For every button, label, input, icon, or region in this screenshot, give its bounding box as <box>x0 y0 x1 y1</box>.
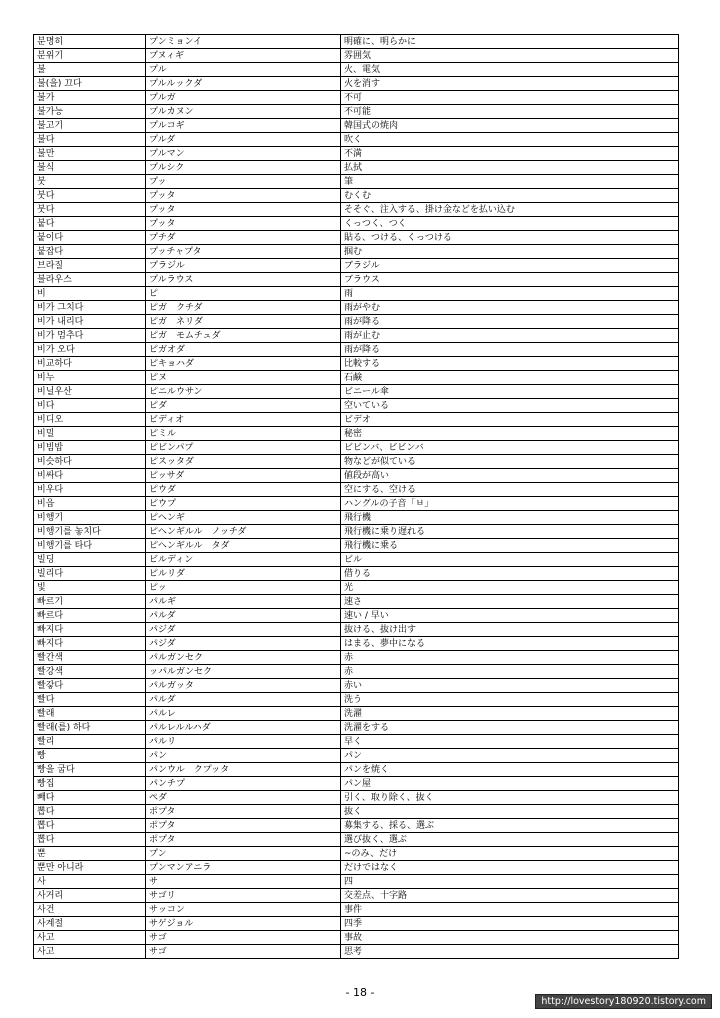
reading-cell: プッタ <box>146 217 341 231</box>
reading-cell: ピウダ <box>146 483 341 497</box>
reading-cell: プルガ <box>146 91 341 105</box>
table-row <box>34 609 679 623</box>
korean-word-cell: 빵 <box>34 749 146 763</box>
meaning-cell: 抜く <box>341 805 679 819</box>
reading-cell: ピ <box>146 287 341 301</box>
meaning-cell: くっつく、つく <box>341 217 679 231</box>
meaning-cell: ビデオ <box>341 413 679 427</box>
korean-word-cell: 빠르다 <box>34 609 146 623</box>
korean-word-cell: 불가능 <box>34 105 146 119</box>
reading-cell: パルダ <box>146 609 341 623</box>
korean-word-cell: 비가 내리다 <box>34 315 146 329</box>
korean-word-cell: 빨래 <box>34 707 146 721</box>
meaning-cell: 値段が高い <box>341 469 679 483</box>
table-row <box>34 385 679 399</box>
table-row <box>34 791 679 805</box>
meaning-cell: パンを焼く <box>341 763 679 777</box>
korean-word-cell: 비누 <box>34 371 146 385</box>
meaning-cell: パン <box>341 749 679 763</box>
table-row <box>34 679 679 693</box>
table-row <box>34 819 679 833</box>
table-row <box>34 483 679 497</box>
reading-cell: プルカヌン <box>146 105 341 119</box>
korean-word-cell: 빨리 <box>34 735 146 749</box>
reading-cell: プルダ <box>146 133 341 147</box>
reading-cell: プチダ <box>146 231 341 245</box>
reading-cell: ピヘンギルル タダ <box>146 539 341 553</box>
reading-cell: プッタ <box>146 203 341 217</box>
korean-word-cell: 뿐 <box>34 847 146 861</box>
meaning-cell: パン屋 <box>341 777 679 791</box>
table-row <box>34 91 679 105</box>
meaning-cell: だけではなく <box>341 861 679 875</box>
reading-cell: プルシク <box>146 161 341 175</box>
korean-word-cell: 분위기 <box>34 49 146 63</box>
korean-word-cell: 비행기를 놓치다 <box>34 525 146 539</box>
reading-cell: サゴ <box>146 945 341 959</box>
korean-word-cell: 비디오 <box>34 413 146 427</box>
meaning-cell: 払拭 <box>341 161 679 175</box>
reading-cell: ピミル <box>146 427 341 441</box>
vocabulary-rows <box>34 35 679 959</box>
table-row <box>34 707 679 721</box>
table-row <box>34 581 679 595</box>
meaning-cell: ブラジル <box>341 259 679 273</box>
reading-cell: プルルックダ <box>146 77 341 91</box>
reading-cell: パルレ <box>146 707 341 721</box>
korean-word-cell: 빛 <box>34 581 146 595</box>
korean-word-cell: 비 <box>34 287 146 301</box>
table-row <box>34 903 679 917</box>
meaning-cell: 選び抜く、選ぶ <box>341 833 679 847</box>
reading-cell: プル <box>146 63 341 77</box>
reading-cell: プルマン <box>146 147 341 161</box>
meaning-cell: 赤 <box>341 651 679 665</box>
meaning-cell: 赤 <box>341 665 679 679</box>
meaning-cell: ビル <box>341 553 679 567</box>
table-row <box>34 189 679 203</box>
table-row <box>34 63 679 77</box>
table-row <box>34 77 679 91</box>
korean-word-cell: 붓다 <box>34 189 146 203</box>
reading-cell: プルラウス <box>146 273 341 287</box>
meaning-cell: 筆 <box>341 175 679 189</box>
korean-word-cell: 불다 <box>34 133 146 147</box>
meaning-cell: 洗濯をする <box>341 721 679 735</box>
meaning-cell: 不可 <box>341 91 679 105</box>
korean-word-cell: 뿐만 아니라 <box>34 861 146 875</box>
meaning-cell: ブラウス <box>341 273 679 287</box>
table-row <box>34 329 679 343</box>
table-row <box>34 511 679 525</box>
reading-cell: ピルリダ <box>146 567 341 581</box>
meaning-cell: 空いている <box>341 399 679 413</box>
reading-cell: ビルディン <box>146 553 341 567</box>
korean-word-cell: 불고기 <box>34 119 146 133</box>
reading-cell: ピニルウサン <box>146 385 341 399</box>
korean-word-cell: 비빔밥 <box>34 441 146 455</box>
reading-cell: プラジル <box>146 259 341 273</box>
reading-cell: ピビンパプ <box>146 441 341 455</box>
korean-word-cell: 붙이다 <box>34 231 146 245</box>
table-row <box>34 469 679 483</box>
meaning-cell: 早く <box>341 735 679 749</box>
reading-cell: ビディオ <box>146 413 341 427</box>
korean-word-cell: 뽑다 <box>34 833 146 847</box>
reading-cell: パルガンセク <box>146 651 341 665</box>
reading-cell: ポプタ <box>146 833 341 847</box>
meaning-cell: 光 <box>341 581 679 595</box>
reading-cell: プッ <box>146 175 341 189</box>
korean-word-cell: 비닐우산 <box>34 385 146 399</box>
meaning-cell: 借りる <box>341 567 679 581</box>
reading-cell: ピウプ <box>146 497 341 511</box>
meaning-cell: 秘密 <box>341 427 679 441</box>
table-row <box>34 343 679 357</box>
korean-word-cell: 불만 <box>34 147 146 161</box>
korean-word-cell: 붙다 <box>34 217 146 231</box>
table-row <box>34 301 679 315</box>
reading-cell: パジダ <box>146 623 341 637</box>
meaning-cell: はまる、夢中になる <box>341 637 679 651</box>
korean-word-cell: 비가 멈추다 <box>34 329 146 343</box>
table-row <box>34 245 679 259</box>
korean-word-cell: 빨다 <box>34 693 146 707</box>
meaning-cell: 思考 <box>341 945 679 959</box>
reading-cell: パンチプ <box>146 777 341 791</box>
table-row <box>34 735 679 749</box>
meaning-cell: 雨が降る <box>341 315 679 329</box>
table-row <box>34 777 679 791</box>
table-row <box>34 371 679 385</box>
korean-word-cell: 빠지다 <box>34 623 146 637</box>
meaning-cell: むくむ <box>341 189 679 203</box>
table-row <box>34 763 679 777</box>
table-row <box>34 637 679 651</box>
table-row <box>34 105 679 119</box>
meaning-cell: 事件 <box>341 903 679 917</box>
korean-word-cell: 뽑다 <box>34 819 146 833</box>
table-row <box>34 161 679 175</box>
page-number: - 18 - <box>345 986 375 999</box>
korean-word-cell: 비밀 <box>34 427 146 441</box>
reading-cell: ッパルガンセク <box>146 665 341 679</box>
meaning-cell: 雨 <box>341 287 679 301</box>
reading-cell: ピヌ <box>146 371 341 385</box>
korean-word-cell: 비교하다 <box>34 357 146 371</box>
korean-word-cell: 사 <box>34 875 146 889</box>
reading-cell: パルギ <box>146 595 341 609</box>
korean-word-cell: 뽑다 <box>34 805 146 819</box>
table-row <box>34 259 679 273</box>
meaning-cell: 洗う <box>341 693 679 707</box>
meaning-cell: 飛行機に乗り遅れる <box>341 525 679 539</box>
table-row <box>34 399 679 413</box>
table-row <box>34 427 679 441</box>
table-row <box>34 651 679 665</box>
reading-cell: サゴ <box>146 931 341 945</box>
korean-word-cell: 불식 <box>34 161 146 175</box>
reading-cell: ピヘンギルル ノッチダ <box>146 525 341 539</box>
reading-cell: パルレルルハダ <box>146 721 341 735</box>
table-row <box>34 847 679 861</box>
korean-word-cell: 비읍 <box>34 497 146 511</box>
meaning-cell: 事故 <box>341 931 679 945</box>
meaning-cell: 速い / 早い <box>341 609 679 623</box>
korean-word-cell: 비가 오다 <box>34 343 146 357</box>
reading-cell: ピガ クチダ <box>146 301 341 315</box>
reading-cell: パルガッタ <box>146 679 341 693</box>
meaning-cell: 雨がやむ <box>341 301 679 315</box>
table-row <box>34 567 679 581</box>
meaning-cell: 火、電気 <box>341 63 679 77</box>
korean-word-cell: 사계절 <box>34 917 146 931</box>
table-row <box>34 525 679 539</box>
meaning-cell: 募集する、採る、選ぶ <box>341 819 679 833</box>
korean-word-cell: 브라질 <box>34 259 146 273</box>
meaning-cell: 交差点、十字路 <box>341 889 679 903</box>
meaning-cell: 石鹸 <box>341 371 679 385</box>
korean-word-cell: 빨래(를) 하다 <box>34 721 146 735</box>
reading-cell: パルリ <box>146 735 341 749</box>
meaning-cell: 火を消す <box>341 77 679 91</box>
meaning-cell: 掴む <box>341 245 679 259</box>
korean-word-cell: 빨강색 <box>34 665 146 679</box>
korean-word-cell: 붓 <box>34 175 146 189</box>
meaning-cell: ビビンバ、ビビンバ <box>341 441 679 455</box>
table-row <box>34 749 679 763</box>
table-row <box>34 931 679 945</box>
reading-cell: ピガ モムチュダ <box>146 329 341 343</box>
reading-cell: ピヘンギ <box>146 511 341 525</box>
reading-cell: ピッサダ <box>146 469 341 483</box>
table-row <box>34 287 679 301</box>
table-row <box>34 693 679 707</box>
korean-word-cell: 빠지다 <box>34 637 146 651</box>
reading-cell: ペダ <box>146 791 341 805</box>
table-row <box>34 945 679 959</box>
table-row <box>34 413 679 427</box>
reading-cell: パンウル クプッタ <box>146 763 341 777</box>
meaning-cell: 赤い <box>341 679 679 693</box>
table-row <box>34 721 679 735</box>
meaning-cell: 雨が降る <box>341 343 679 357</box>
reading-cell: プン <box>146 847 341 861</box>
table-row <box>34 357 679 371</box>
reading-cell: ピッ <box>146 581 341 595</box>
meaning-cell: 韓国式の焼肉 <box>341 119 679 133</box>
meaning-cell: 物などが似ている <box>341 455 679 469</box>
meaning-cell: 抜ける、抜け出す <box>341 623 679 637</box>
meaning-cell: 貼る、つける、くっつける <box>341 231 679 245</box>
meaning-cell: ~のみ、だけ <box>341 847 679 861</box>
reading-cell: プルコギ <box>146 119 341 133</box>
korean-word-cell: 빌딩 <box>34 553 146 567</box>
korean-word-cell: 불가 <box>34 91 146 105</box>
reading-cell: パジダ <box>146 637 341 651</box>
reading-cell: ポプタ <box>146 819 341 833</box>
table-row <box>34 539 679 553</box>
reading-cell: プッタ <box>146 189 341 203</box>
meaning-cell: 四 <box>341 875 679 889</box>
table-row <box>34 455 679 469</box>
table-row <box>34 49 679 63</box>
reading-cell: ピガオダ <box>146 343 341 357</box>
reading-cell: ピキョハダ <box>146 357 341 371</box>
table-row <box>34 175 679 189</box>
korean-word-cell: 빼다 <box>34 791 146 805</box>
meaning-cell: 吹く <box>341 133 679 147</box>
table-row <box>34 133 679 147</box>
korean-word-cell: 사거리 <box>34 889 146 903</box>
korean-word-cell: 비행기 <box>34 511 146 525</box>
vocabulary-table <box>33 34 679 959</box>
reading-cell: プッチャプタ <box>146 245 341 259</box>
reading-cell: プヌィギ <box>146 49 341 63</box>
table-row <box>34 917 679 931</box>
reading-cell: パン <box>146 749 341 763</box>
korean-word-cell: 비우다 <box>34 483 146 497</box>
reading-cell: サッコン <box>146 903 341 917</box>
table-row <box>34 595 679 609</box>
meaning-cell: そそぐ、注入する、掛け金などを払い込む <box>341 203 679 217</box>
korean-word-cell: 빌리다 <box>34 567 146 581</box>
table-row <box>34 497 679 511</box>
table-row <box>34 805 679 819</box>
korean-word-cell: 불 <box>34 63 146 77</box>
meaning-cell: 不満 <box>341 147 679 161</box>
korean-word-cell: 블라우스 <box>34 273 146 287</box>
korean-word-cell: 비가 그치다 <box>34 301 146 315</box>
meaning-cell: 引く、取り除く、抜く <box>341 791 679 805</box>
korean-word-cell: 비행기를 타다 <box>34 539 146 553</box>
reading-cell: サ <box>146 875 341 889</box>
table-row <box>34 119 679 133</box>
table-row <box>34 231 679 245</box>
meaning-cell: 雰囲気 <box>341 49 679 63</box>
table-row <box>34 147 679 161</box>
table-row <box>34 315 679 329</box>
table-row <box>34 875 679 889</box>
korean-word-cell: 비슷하다 <box>34 455 146 469</box>
meaning-cell: ハングルの子音「ㅂ」 <box>341 497 679 511</box>
meaning-cell: 明確に、明らかに <box>341 35 679 49</box>
meaning-cell: 洗濯 <box>341 707 679 721</box>
korean-word-cell: 비싸다 <box>34 469 146 483</box>
reading-cell: プンミョンイ <box>146 35 341 49</box>
blog-watermark: http://lovestory180920.tistory.com <box>535 994 712 1009</box>
meaning-cell: 雨が止む <box>341 329 679 343</box>
korean-word-cell: 사건 <box>34 903 146 917</box>
table-row <box>34 889 679 903</box>
table-row <box>34 553 679 567</box>
table-row <box>34 861 679 875</box>
korean-word-cell: 불(을) 끄다 <box>34 77 146 91</box>
korean-word-cell: 빨갛다 <box>34 679 146 693</box>
reading-cell: サゲジョル <box>146 917 341 931</box>
korean-word-cell: 빠르기 <box>34 595 146 609</box>
table-row <box>34 35 679 49</box>
reading-cell: プンマンアニラ <box>146 861 341 875</box>
korean-word-cell: 비다 <box>34 399 146 413</box>
table-row <box>34 273 679 287</box>
reading-cell: サゴリ <box>146 889 341 903</box>
table-row <box>34 203 679 217</box>
meaning-cell: 不可能 <box>341 105 679 119</box>
meaning-cell: 四季 <box>341 917 679 931</box>
table-row <box>34 665 679 679</box>
meaning-cell: ビニール傘 <box>341 385 679 399</box>
meaning-cell: 空にする、空ける <box>341 483 679 497</box>
table-row <box>34 217 679 231</box>
korean-word-cell: 붙잡다 <box>34 245 146 259</box>
meaning-cell: 比較する <box>341 357 679 371</box>
reading-cell: パルダ <box>146 693 341 707</box>
korean-word-cell: 사고 <box>34 945 146 959</box>
korean-word-cell: 사고 <box>34 931 146 945</box>
reading-cell: ピガ ネリダ <box>146 315 341 329</box>
korean-word-cell: 분명히 <box>34 35 146 49</box>
table-row <box>34 623 679 637</box>
reading-cell: ポプタ <box>146 805 341 819</box>
reading-cell: ピスッタダ <box>146 455 341 469</box>
table-row <box>34 441 679 455</box>
reading-cell: ピダ <box>146 399 341 413</box>
korean-word-cell: 빨간색 <box>34 651 146 665</box>
korean-word-cell: 빵을 굽다 <box>34 763 146 777</box>
korean-word-cell: 붓다 <box>34 203 146 217</box>
meaning-cell: 飛行機 <box>341 511 679 525</box>
meaning-cell: 飛行機に乗る <box>341 539 679 553</box>
table-row <box>34 833 679 847</box>
meaning-cell: 速さ <box>341 595 679 609</box>
korean-word-cell: 빵집 <box>34 777 146 791</box>
